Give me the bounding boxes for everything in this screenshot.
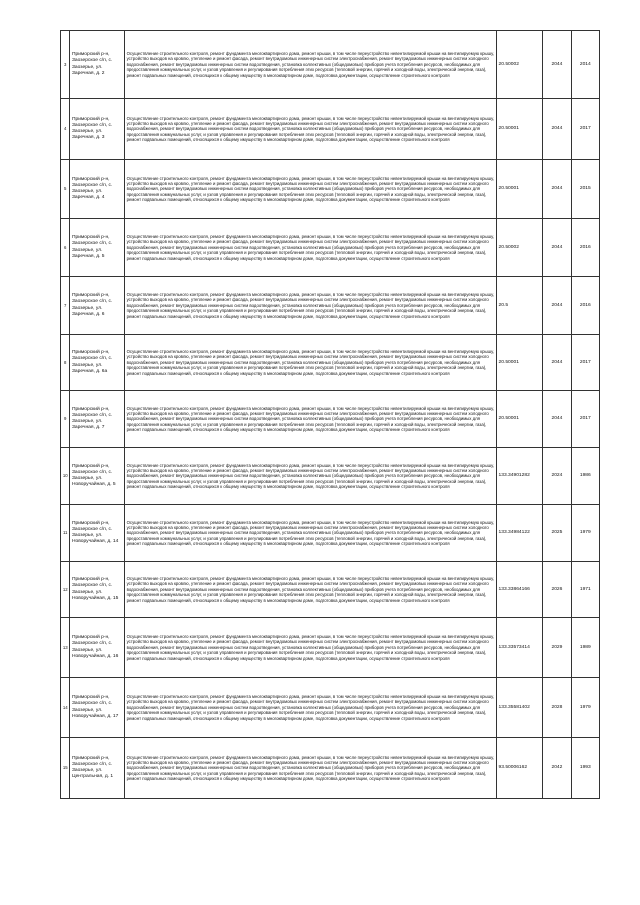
table-body bbox=[61, 31, 600, 799]
row-cost-value: 93.50006162 bbox=[497, 738, 543, 799]
row-planned-year: 2044 bbox=[543, 99, 571, 160]
row-address: Приморский р-н, Заозерское с/п, с. Заозерье, ул. Заречная, д. 7 bbox=[70, 391, 125, 448]
row-year-value: 2017 bbox=[571, 335, 599, 391]
row-address: Приморский р-н, Заозерское с/п, с. Заозерье, ул. Новоручайная, д. 17 bbox=[70, 678, 125, 738]
table-row bbox=[61, 505, 600, 562]
row-cost-value: 20.50002 bbox=[497, 31, 543, 99]
row-year-value: 2016 bbox=[571, 219, 599, 277]
row-planned-year: 2042 bbox=[543, 738, 571, 799]
row-works-description: Осуществление строительного контроля, ремонт фундамента многоквартирного дома, ремонт крыши, в том числе переустройство невентилируемой крыши на вентилируемую крышу, устройство выходов на кровлю, утепление и ремонт фасада, ремонт внутридомовых инженерных систем электроснабжения, ремонт внутридомовых инженерных систем холодного водоснабжения, ремонт внутридомовых инженерных систем водоотведения, установка коллективных (общедомовых) приборов учета потребления ресурсов, необходимых для предоставления коммунальных услуг, и узлов управления и регулирования потребления этих ресурсов (тепловой энергии, горячей и холодной воды, электрической энергии, газа), ремонт подвальных помещений, относящихся к общему имуществу в многоквартирном доме, подготовка документации, осуществление строительного контроля bbox=[125, 277, 497, 335]
row-number: 3 bbox=[61, 31, 70, 99]
table-row bbox=[61, 219, 600, 277]
row-number: 9 bbox=[61, 391, 70, 448]
row-works-description: Осуществление строительного контроля, ремонт фундамента многоквартирного дома, ремонт крыши, в том числе переустройство невентилируемой крыши на вентилируемую крышу, устройство выходов на кровлю, утепление и ремонт фасада, ремонт внутридомовых инженерных систем электроснабжения, ремонт внутридомовых инженерных систем холодного водоснабжения, ремонт внутридомовых инженерных систем водоотведения, установка коллективных (общедомовых) приборов учета потребления ресурсов, необходимых для предоставления коммунальных услуг, и узлов управления и регулирования потребления этих ресурсов (тепловой энергии, горячей и холодной воды, электрической энергии, газа), ремонт подвальных помещений, относящихся к общему имуществу в многоквартирном доме, подготовка документации, осуществление строительного контроля bbox=[125, 335, 497, 391]
row-year-value: 2016 bbox=[571, 277, 599, 335]
row-address: Приморский р-н, Заозерское с/п, с. Заозерье, ул. Центральная, д. 1 bbox=[70, 738, 125, 799]
row-year-value: 1993 bbox=[571, 738, 599, 799]
row-year-value: 1989 bbox=[571, 618, 599, 678]
row-address: Приморский р-н, Заозерское с/п, с. Заозерье, ул. Новоручайная, д. 5 bbox=[70, 448, 125, 505]
row-cost-value: 133.33573414 bbox=[497, 618, 543, 678]
row-address: Приморский р-н, Заозерское с/п, с. Заозерье, ул. Заречная, д. 2 bbox=[70, 31, 125, 99]
row-works-description: Осуществление строительного контроля, ремонт фундамента многоквартирного дома, ремонт крыши, в том числе переустройство невентилируемой крыши на вентилируемую крышу, устройство выходов на кровлю, утепление и ремонт фасада, ремонт внутридомовых инженерных систем электроснабжения, ремонт внутридомовых инженерных систем холодного водоснабжения, ремонт внутридомовых инженерных систем водоотведения, установка коллективных (общедомовых) приборов учета потребления ресурсов, необходимых для предоставления коммунальных услуг, и узлов управления и регулирования потребления этих ресурсов (тепловой энергии, горячей и холодной воды, электрической энергии, газа), ремонт подвальных помещений, относящихся к общему имуществу в многоквартирном доме, подготовка документации, осуществление строительного контроля bbox=[125, 562, 497, 618]
row-planned-year: 2044 bbox=[543, 160, 571, 219]
row-planned-year: 2044 bbox=[543, 219, 571, 277]
table-row bbox=[61, 31, 600, 99]
row-works-description: Осуществление строительного контроля, ремонт фундамента многоквартирного дома, ремонт крыши, в том числе переустройство невентилируемой крыши на вентилируемую крышу, устройство выходов на кровлю, утепление и ремонт фасада, ремонт внутридомовых инженерных систем электроснабжения, ремонт внутридомовых инженерных систем холодного водоснабжения, ремонт внутридомовых инженерных систем водоотведения, установка коллективных (общедомовых) приборов учета потребления ресурсов, необходимых для предоставления коммунальных услуг, и узлов управления и регулирования потребления этих ресурсов (тепловой энергии, горячей и холодной воды, электрической энергии, газа), ремонт подвальных помещений, относящихся к общему имуществу в многоквартирном доме, подготовка документации, осуществление строительного контроля bbox=[125, 31, 497, 99]
row-planned-year: 2024 bbox=[543, 448, 571, 505]
row-planned-year: 2044 bbox=[543, 31, 571, 99]
row-works-description: Осуществление строительного контроля, ремонт фундамента многоквартирного дома, ремонт крыши, в том числе переустройство невентилируемой крыши на вентилируемую крышу, устройство выходов на кровлю, утепление и ремонт фасада, ремонт внутридомовых инженерных систем электроснабжения, ремонт внутридомовых инженерных систем холодного водоснабжения, ремонт внутридомовых инженерных систем водоотведения, установка коллективных (общедомовых) приборов учета потребления ресурсов, необходимых для предоставления коммунальных услуг, и узлов управления и регулирования потребления этих ресурсов (тепловой энергии, горячей и холодной воды, электрической энергии, газа), ремонт подвальных помещений, относящихся к общему имуществу в многоквартирном доме, подготовка документации, осуществление строительного контроля bbox=[125, 618, 497, 678]
row-works-description: Осуществление строительного контроля, ремонт фундамента многоквартирного дома, ремонт крыши, в том числе переустройство невентилируемой крыши на вентилируемую крышу, устройство выходов на кровлю, утепление и ремонт фасада, ремонт внутридомовых инженерных систем электроснабжения, ремонт внутридомовых инженерных систем холодного водоснабжения, ремонт внутридомовых инженерных систем водоотведения, установка коллективных (общедомовых) приборов учета потребления ресурсов, необходимых для предоставления коммунальных услуг, и узлов управления и регулирования потребления этих ресурсов (тепловой энергии, горячей и холодной воды, электрической энергии, газа), ремонт подвальных помещений, относящихся к общему имуществу в многоквартирном доме, подготовка документации, осуществление строительного контроля bbox=[125, 738, 497, 799]
table-row bbox=[61, 99, 600, 160]
row-works-description: Осуществление строительного контроля, ремонт фундамента многоквартирного дома, ремонт крыши, в том числе переустройство невентилируемой крыши на вентилируемую крышу, устройство выходов на кровлю, утепление и ремонт фасада, ремонт внутридомовых инженерных систем электроснабжения, ремонт внутридомовых инженерных систем холодного водоснабжения, ремонт внутридомовых инженерных систем водоотведения, установка коллективных (общедомовых) приборов учета потребления ресурсов, необходимых для предоставления коммунальных услуг, и узлов управления и регулирования потребления этих ресурсов (тепловой энергии, горячей и холодной воды, электрической энергии, газа), ремонт подвальных помещений, относящихся к общему имуществу в многоквартирном доме, подготовка документации, осуществление строительного контроля bbox=[125, 219, 497, 277]
table-row bbox=[61, 678, 600, 738]
table-row bbox=[61, 618, 600, 678]
row-cost-value: 133.34984122 bbox=[497, 505, 543, 562]
row-planned-year: 2044 bbox=[543, 277, 571, 335]
row-number: 6 bbox=[61, 219, 70, 277]
row-year-value: 1986 bbox=[571, 448, 599, 505]
row-cost-value: 133.33864166 bbox=[497, 562, 543, 618]
row-year-value: 2017 bbox=[571, 99, 599, 160]
row-cost-value: 20.50002 bbox=[497, 219, 543, 277]
row-number: 8 bbox=[61, 335, 70, 391]
row-cost-value: 20.50001 bbox=[497, 160, 543, 219]
row-year-value: 2015 bbox=[571, 160, 599, 219]
row-address: Приморский р-н, Заозерское с/п, с. Заозерье, ул. Заречная, д. 3 bbox=[70, 99, 125, 160]
row-planned-year: 2029 bbox=[543, 618, 571, 678]
row-number: 5 bbox=[61, 160, 70, 219]
row-number: 7 bbox=[61, 277, 70, 335]
row-address: Приморский р-н, Заозерское с/п, с. Заозерье, ул. Заречная, д. 6а bbox=[70, 335, 125, 391]
row-year-value: 2014 bbox=[571, 31, 599, 99]
row-address: Приморский р-н, Заозерское с/п, с. Заозерье, ул. Заречная, д. 6 bbox=[70, 277, 125, 335]
row-number: 4 bbox=[61, 99, 70, 160]
table-row bbox=[61, 448, 600, 505]
row-planned-year: 2044 bbox=[543, 335, 571, 391]
row-planned-year: 2028 bbox=[543, 678, 571, 738]
row-address: Приморский р-н, Заозерское с/п, с. Заозерье, ул. Новоручайная, д. 15 bbox=[70, 562, 125, 618]
row-works-description: Осуществление строительного контроля, ремонт фундамента многоквартирного дома, ремонт крыши, в том числе переустройство невентилируемой крыши на вентилируемую крышу, устройство выходов на кровлю, утепление и ремонт фасада, ремонт внутридомовых инженерных систем электроснабжения, ремонт внутридомовых инженерных систем холодного водоснабжения, ремонт внутридомовых инженерных систем водоотведения, установка коллективных (общедомовых) приборов учета потребления ресурсов, необходимых для предоставления коммунальных услуг, и узлов управления и регулирования потребления этих ресурсов (тепловой энергии, горячей и холодной воды, электрической энергии, газа), ремонт подвальных помещений, относящихся к общему имуществу в многоквартирном доме, подготовка документации, осуществление строительного контроля bbox=[125, 448, 497, 505]
row-address: Приморский р-н, Заозерское с/п, с. Заозерье, ул. Новоручайная, д. 14 bbox=[70, 505, 125, 562]
row-works-description: Осуществление строительного контроля, ремонт фундамента многоквартирного дома, ремонт крыши, в том числе переустройство невентилируемой крыши на вентилируемую крышу, устройство выходов на кровлю, утепление и ремонт фасада, ремонт внутридомовых инженерных систем электроснабжения, ремонт внутридомовых инженерных систем холодного водоснабжения, ремонт внутридомовых инженерных систем водоотведения, установка коллективных (общедомовых) приборов учета потребления ресурсов, необходимых для предоставления коммунальных услуг, и узлов управления и регулирования потребления этих ресурсов (тепловой энергии, горячей и холодной воды, электрической энергии, газа), ремонт подвальных помещений, относящихся к общему имуществу в многоквартирном доме, подготовка документации, осуществление строительного контроля bbox=[125, 391, 497, 448]
row-year-value: 1971 bbox=[571, 562, 599, 618]
row-works-description: Осуществление строительного контроля, ремонт фундамента многоквартирного дома, ремонт крыши, в том числе переустройство невентилируемой крыши на вентилируемую крышу, устройство выходов на кровлю, утепление и ремонт фасада, ремонт внутридомовых инженерных систем электроснабжения, ремонт внутридомовых инженерных систем холодного водоснабжения, ремонт внутридомовых инженерных систем водоотведения, установка коллективных (общедомовых) приборов учета потребления ресурсов, необходимых для предоставления коммунальных услуг, и узлов управления и регулирования потребления этих ресурсов (тепловой энергии, горячей и холодной воды, электрической энергии, газа), ремонт подвальных помещений, относящихся к общему имуществу в многоквартирном доме, подготовка документации, осуществление строительного контроля bbox=[125, 678, 497, 738]
table-row bbox=[61, 738, 600, 799]
row-address: Приморский р-н, Заозерское с/п, с. Заозерье, ул. Заречная, д. 4 bbox=[70, 160, 125, 219]
row-cost-value: 133.34901282 bbox=[497, 448, 543, 505]
row-planned-year: 2025 bbox=[543, 505, 571, 562]
row-address: Приморский р-н, Заозерское с/п, с. Заозерье, ул. Заречная, д. 5 bbox=[70, 219, 125, 277]
row-cost-value: 20.50001 bbox=[497, 99, 543, 160]
row-number: 10 bbox=[61, 448, 70, 505]
table-row bbox=[61, 562, 600, 618]
table-row bbox=[61, 277, 600, 335]
row-cost-value: 133.35581402 bbox=[497, 678, 543, 738]
row-works-description: Осуществление строительного контроля, ремонт фундамента многоквартирного дома, ремонт крыши, в том числе переустройство невентилируемой крыши на вентилируемую крышу, устройство выходов на кровлю, утепление и ремонт фасада, ремонт внутридомовых инженерных систем электроснабжения, ремонт внутридомовых инженерных систем холодного водоснабжения, ремонт внутридомовых инженерных систем водоотведения, установка коллективных (общедомовых) приборов учета потребления ресурсов, необходимых для предоставления коммунальных услуг, и узлов управления и регулирования потребления этих ресурсов (тепловой энергии, горячей и холодной воды, электрической энергии, газа), ремонт подвальных помещений, относящихся к общему имуществу в многоквартирном доме, подготовка документации, осуществление строительного контроля bbox=[125, 99, 497, 160]
row-year-value: 2017 bbox=[571, 391, 599, 448]
row-works-description: Осуществление строительного контроля, ремонт фундамента многоквартирного дома, ремонт крыши, в том числе переустройство невентилируемой крыши на вентилируемую крышу, устройство выходов на кровлю, утепление и ремонт фасада, ремонт внутридомовых инженерных систем электроснабжения, ремонт внутридомовых инженерных систем холодного водоснабжения, ремонт внутридомовых инженерных систем водоотведения, установка коллективных (общедомовых) приборов учета потребления ресурсов, необходимых для предоставления коммунальных услуг, и узлов управления и регулирования потребления этих ресурсов (тепловой энергии, горячей и холодной воды, электрической энергии, газа), ремонт подвальных помещений, относящихся к общему имуществу в многоквартирном доме, подготовка документации, осуществление строительного контроля bbox=[125, 505, 497, 562]
row-year-value: 1979 bbox=[571, 678, 599, 738]
row-cost-value: 20.50001 bbox=[497, 335, 543, 391]
row-cost-value: 20.5 bbox=[497, 277, 543, 335]
row-number: 15 bbox=[61, 738, 70, 799]
row-cost-value: 20.50001 bbox=[497, 391, 543, 448]
works-table-container bbox=[60, 30, 600, 799]
row-number: 14 bbox=[61, 678, 70, 738]
capital-repair-table bbox=[60, 30, 600, 799]
table-row bbox=[61, 160, 600, 219]
row-address: Приморский р-н, Заозерское с/п, с. Заозерье, ул. Новоручайная, д. 16 bbox=[70, 618, 125, 678]
row-works-description: Осуществление строительного контроля, ремонт фундамента многоквартирного дома, ремонт крыши, в том числе переустройство невентилируемой крыши на вентилируемую крышу, устройство выходов на кровлю, утепление и ремонт фасада, ремонт внутридомовых инженерных систем электроснабжения, ремонт внутридомовых инженерных систем холодного водоснабжения, ремонт внутридомовых инженерных систем водоотведения, установка коллективных (общедомовых) приборов учета потребления ресурсов, необходимых для предоставления коммунальных услуг, и узлов управления и регулирования потребления этих ресурсов (тепловой энергии, горячей и холодной воды, электрической энергии, газа), ремонт подвальных помещений, относящихся к общему имуществу в многоквартирном доме, подготовка документации, осуществление строительного контроля bbox=[125, 160, 497, 219]
row-planned-year: 2026 bbox=[543, 562, 571, 618]
row-number: 13 bbox=[61, 618, 70, 678]
row-number: 11 bbox=[61, 505, 70, 562]
row-year-value: 1979 bbox=[571, 505, 599, 562]
row-number: 12 bbox=[61, 562, 70, 618]
row-planned-year: 2044 bbox=[543, 391, 571, 448]
table-row bbox=[61, 335, 600, 391]
table-row bbox=[61, 391, 600, 448]
